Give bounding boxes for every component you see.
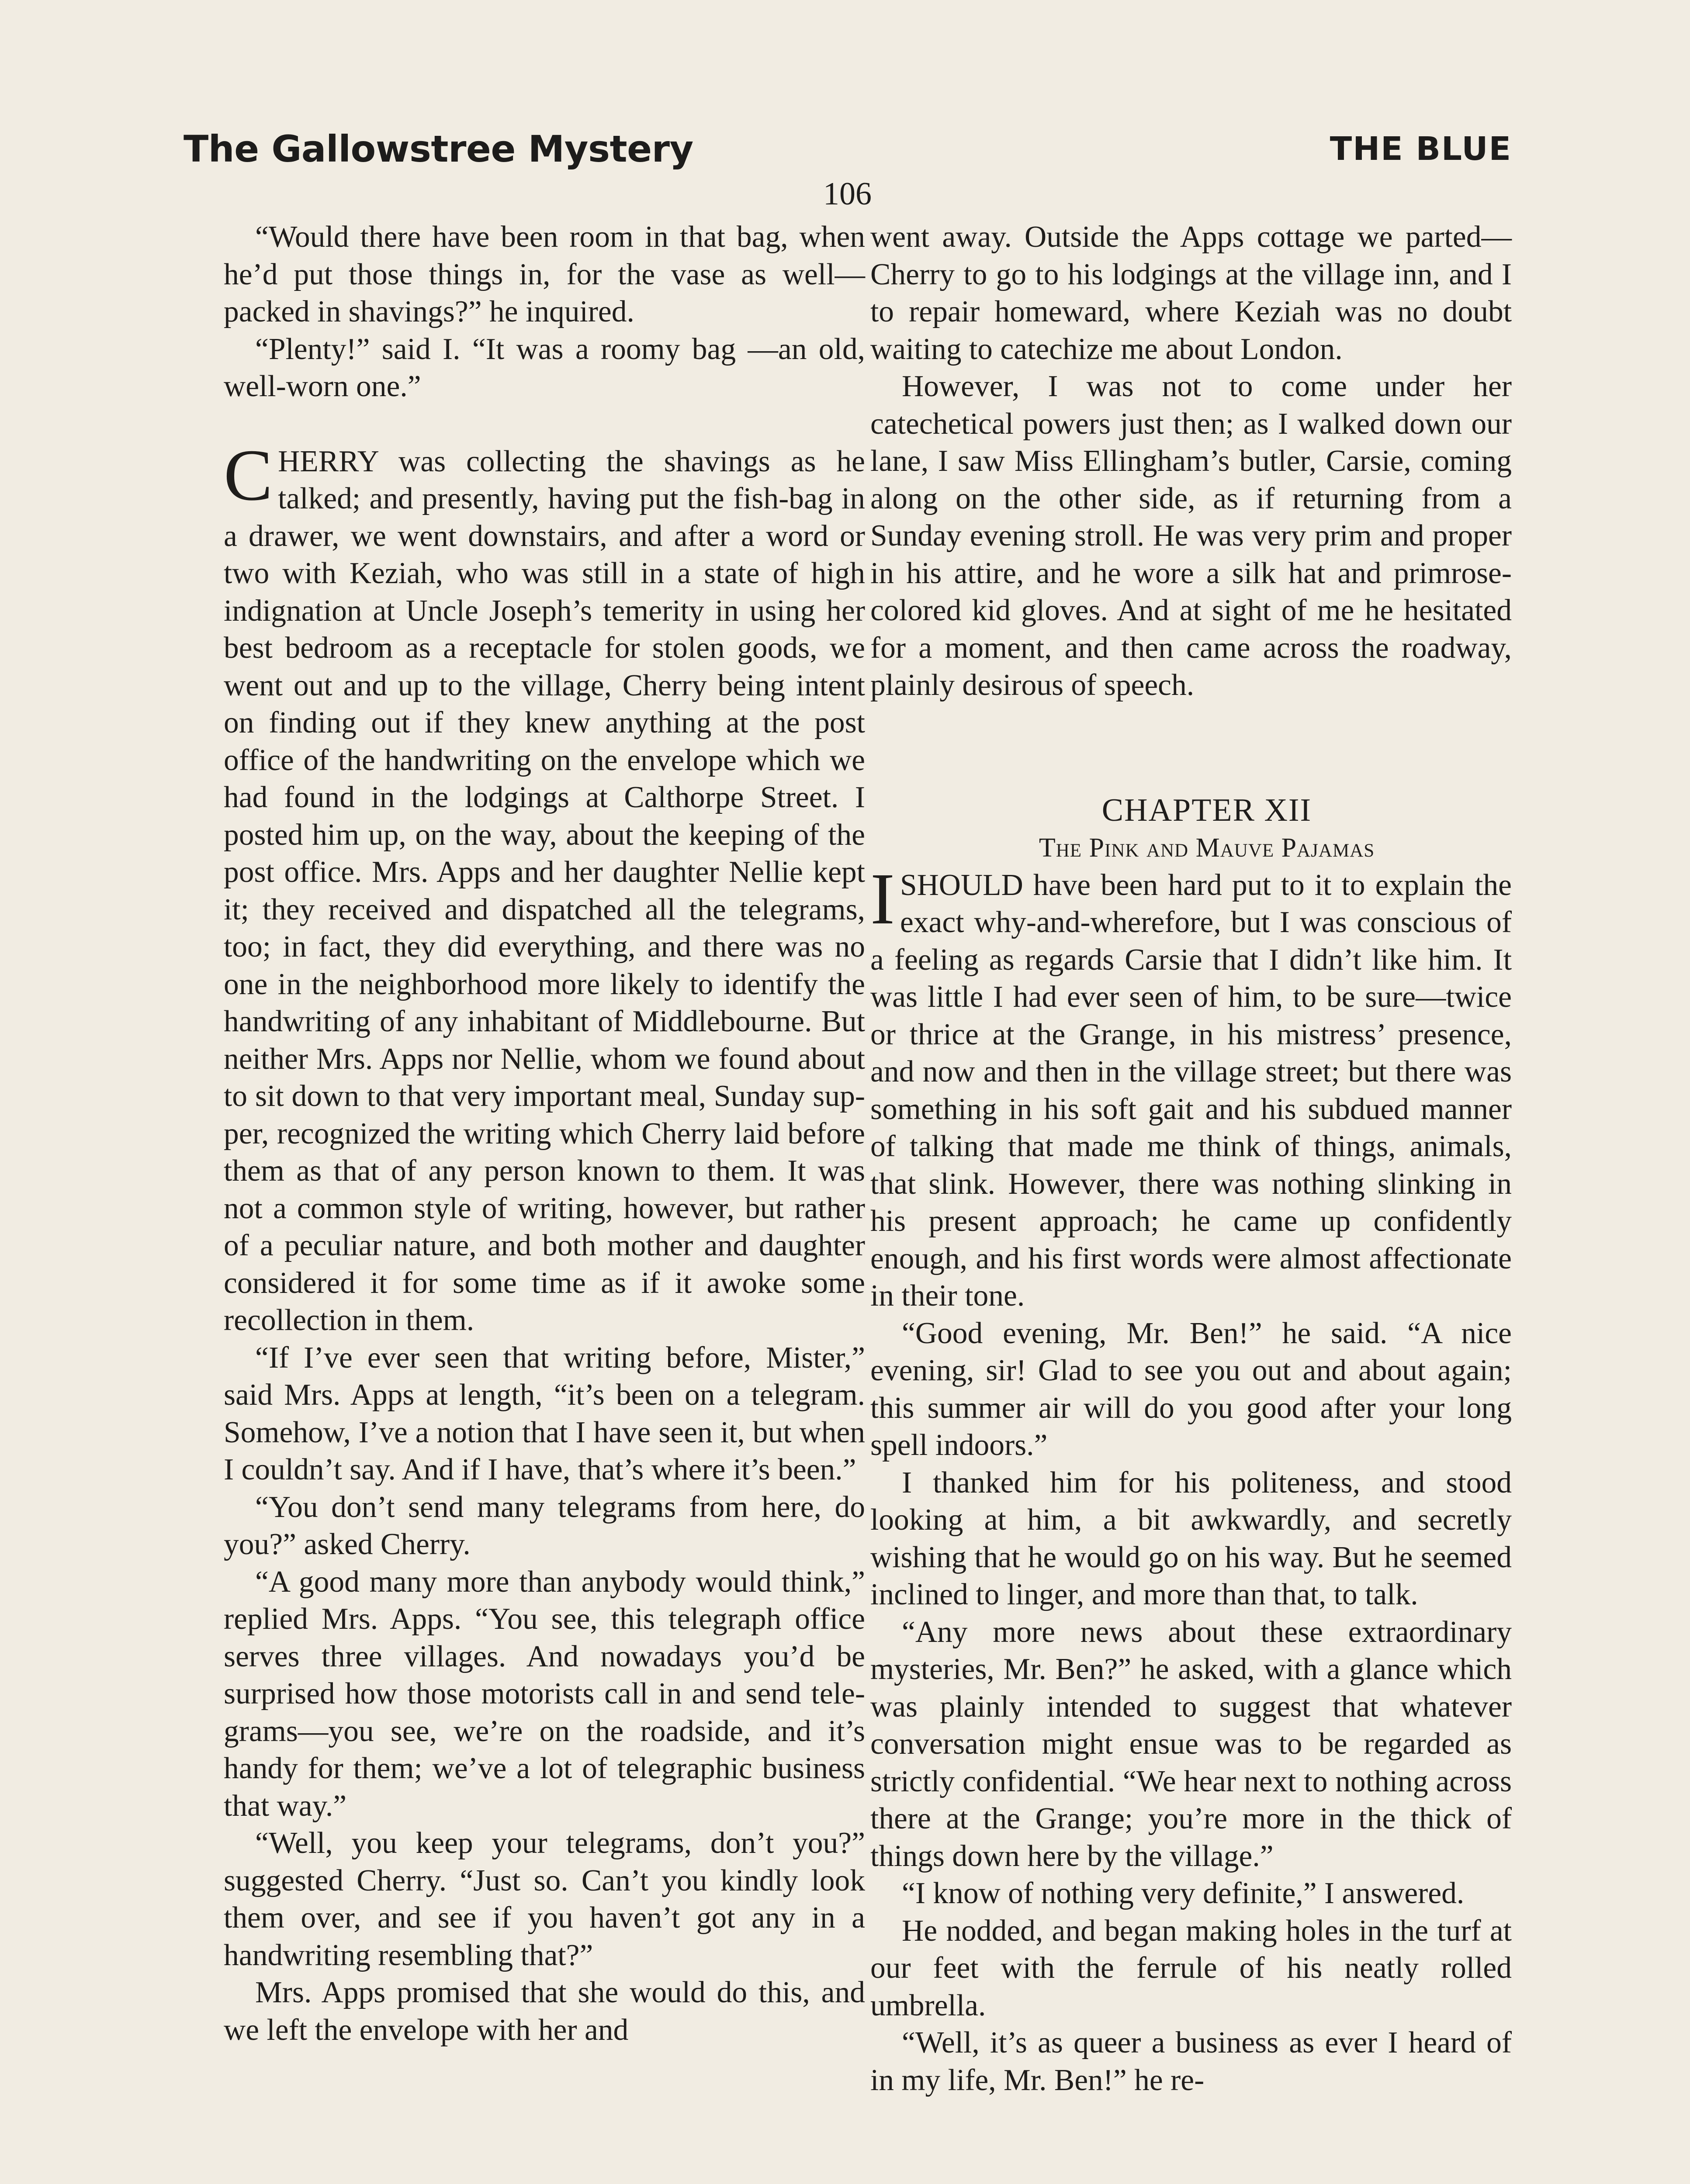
running-head-title: The Gallowstree Mystery <box>184 128 693 170</box>
paragraph: “Would there have been room in that bag, when he’d put those things in, for the vase as well—packed in shavings?” he inquired. <box>224 220 865 328</box>
section-break <box>224 405 865 443</box>
dropcap-letter: I <box>870 858 895 940</box>
left-column <box>224 218 865 2049</box>
section-break <box>870 704 1512 791</box>
paragraph: “A good many more than anybody would think,” replied Mrs. Apps. “You see, this telegraph office serves three villages. And nowadays you’d be surprised how those motorists call in and send telegrams—you see, we’re on the roadside, and it’s handy for them; we’ve a lot of telegraphic business that way.” <box>224 1565 865 1823</box>
paragraph: “Good evening, Mr. Ben!” he said. “A nice evening, sir! Glad to see you out and about again; this summer air will do you good after your long spell indoors.” <box>870 1316 1512 1462</box>
running-head-magazine: THE BLUE <box>1330 130 1512 168</box>
paragraph: Mrs. Apps promised that she would do this, and we left the envelope with her and <box>224 1976 865 2047</box>
paragraph: “Well, you keep your telegrams, don’t you?” suggested Cherry. “Just so. Can’t you kindly look them over, and see if you haven’t got any in a handwriting resembling that?” <box>224 1826 865 1972</box>
paragraph: “Well, it’s as queer a business as ever I heard of in my life, Mr. Ben!” he re- <box>870 2026 1512 2097</box>
paragraph-text: SHOULD have been hard put to it to explain the exact why-and-wherefore, but I was conscious of a feeling as regards Carsie that I didn’t like him. It was little I had ever seen of him, to be sure—twice or thrice at the Grange, in his mistress’ presence, and now and then in the village street; but there was something in his soft gait and his subdued manner of talking that made me think of things, animals, that slink. However, there was nothing slinking in his present approach; he came up confidently enough, and his first words were almost affectionate in their tone. <box>870 868 1512 1313</box>
paragraph-text: HERRY was collecting the shavings as he talked; and presently, having put the fish-bag in a drawer, we went downstairs, and after a word or two with Keziah, who was still in a state of high indignation at Uncle Joseph’s temerity in using her best bedroom as a receptacle for stolen goods, we went out and up to the village, Cherry being intent on finding out if they knew anything at the post office of the handwriting on the envelope which we had found in the lodgings at Calthorpe Street. I posted him up, on the way, about the keeping of the post office. Mrs. Apps and her daughter Nellie kept it; they received and dispatched all the telegrams, too; in fact, they did everything, and there was no one in the neighborhood more likely to identify the handwriting of any inhabitant of Middlebourne. But neither Mrs. Apps nor Nellie, whom we found about to sit down to that very important meal, Sunday supper, recognized the writing which Cherry laid before them as that of any person known to them. It was not a common style of writing, however, but rather of a peculiar nature, and both mother and daughter considered it for some time as if it awoke some recollection in them. <box>224 444 865 1337</box>
paragraph: “You don’t send many telegrams from here, do you?” asked Cherry. <box>224 1490 865 1561</box>
paragraph: went away. Outside the Apps cottage we parted—Cherry to go to his lodgings at the village inn, and I to repair homeward, where Keziah was no doubt waiting to catechize me about London. <box>870 220 1512 366</box>
paragraph: “Plenty!” said I. “It was a roomy bag —an old, well-worn one.” <box>224 332 865 403</box>
paragraph: He nodded, and began making holes in the turf at our feet with the ferrule of his neatly rolled umbrella. <box>870 1914 1512 2022</box>
dropcap-letter: C <box>224 434 273 516</box>
paragraph-with-dropcap <box>870 858 1512 1315</box>
chapter-title: The Pink and Mauve Pajamas <box>1039 833 1375 863</box>
chapter-heading: CHAPTER XII <box>1101 792 1312 828</box>
paragraph-with-dropcap <box>224 434 865 1339</box>
right-column <box>870 218 1512 2099</box>
paragraph: However, I was not to come under her catechetical powers just then; as I walked down our lane, I saw Miss Ellingham’s butler, Carsie, coming along on the other side, as if returning from a Sunday evening stroll. He was very prim and proper in his attire, and he wore a silk hat and primrose-colored kid gloves. And at sight of me he hesitated for a moment, and then came across the roadway, plainly desirous of speech. <box>870 370 1512 702</box>
page-number: 106 <box>823 176 872 212</box>
paragraph: “If I’ve ever seen that writing before, Mister,” said Mrs. Apps at length, “it’s been on a telegram. Somehow, I’ve a notion that I have seen it, but when I couldn’t say. And if I have, that’s where it’s been.” <box>224 1341 865 1486</box>
paragraph: I thanked him for his politeness, and stood looking at him, a bit awkwardly, and secretly wishing that he would go on his way. But he seemed inclined to linger, and more than that, to talk. <box>870 1465 1512 1611</box>
paragraph: “Any more news about these extraordinary mysteries, Mr. Ben?” he asked, with a glance which was plainly intended to suggest that whatever conversation might ensue was to be regarded as strictly confidential. “We hear next to nothing across there at the Grange; you’re more in the thick of things down here by the village.” <box>870 1615 1512 1873</box>
paragraph: “I know of nothing very definite,” I answered. <box>902 1876 1465 1910</box>
